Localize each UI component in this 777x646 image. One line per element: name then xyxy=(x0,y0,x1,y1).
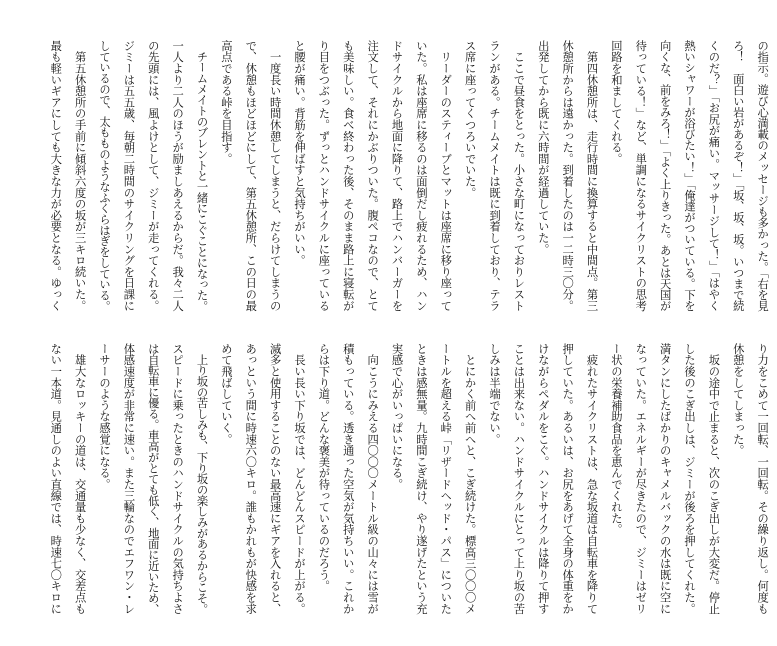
text-line: は自転車に優る。車高がとても低く、地面に近いため、 xyxy=(146,343,160,615)
text-line: ない一本道。見通しのよい直線では、時速七〇キロに xyxy=(49,343,63,615)
text-line: けながらペダルをこぐ。ハンドサイクルは降りて押す xyxy=(536,343,550,615)
text-line: 満タンにしたばかりのキャメルバックの水は既に空に xyxy=(658,343,672,615)
text-line: 滅多と使用することのない最高速にギアを入れると、 xyxy=(268,343,282,615)
text-line: 回路を和ましてくれる。 xyxy=(609,40,623,165)
text-line: の指示。遊び心満載のメッセージも多かった。「右を見 xyxy=(756,40,770,312)
text-line: 熱いシャワーが浴びたい！」「俺達がついている。下を xyxy=(683,40,697,312)
text-line: 坂の途中で止まると、次のこぎ出しが大変だ。停止 xyxy=(707,343,721,615)
text-line: 最も軽いギアにしても大きな力が必要となる。ゆっく xyxy=(49,40,63,312)
text-line: ことは出来ない。ハンドサイクルにとって上り坂の苦 xyxy=(512,343,526,615)
text-line: リーダーのスティーブとマットは座席に移り座って xyxy=(439,40,453,312)
text-line: ランがある。チームメイトは既に到着しており、テラ xyxy=(488,40,502,312)
text-line: 雄大なロッキーの道は、交通量も少なく、交差点も xyxy=(73,343,87,615)
text-line: ときは感無量。九時間こぎ続け、やり遂げたという充 xyxy=(414,343,428,615)
text-line: 出発してから既に六時間が経過していた。 xyxy=(536,40,550,255)
text-line: なっていた。エネルギーが尽きたので、ジミーはゼリ xyxy=(634,343,648,615)
text-line: 実感で心がいっぱいになる。 xyxy=(390,343,404,490)
text-line: 待っている！」など、単調になるサイクリストの思考 xyxy=(634,40,648,312)
text-line: り目をつぶった。ずっとハンドサイクルに座っている xyxy=(317,40,331,312)
text-line: めて飛ばしていく。 xyxy=(219,343,233,445)
text-line: 体感速度が非常に速い。また三輪なのでエフワン・レ xyxy=(122,343,136,615)
text-line: ろ！ 面白い岩があるぞ！」「坂、坂、坂。いつまで続 xyxy=(731,40,745,312)
text-line: 高点である峠を目指す。 xyxy=(219,40,233,165)
text-line: 上り坂の苦しみも、下り坂の楽しみがあるからこそ。 xyxy=(195,343,209,615)
text-line: らは下り道。どんな褒美が待っているのだろう。 xyxy=(317,343,331,592)
text-line: ジミーは五五歳、毎朝二時間のサイクリングを日課に xyxy=(122,40,136,312)
text-line: と腰が痛い。背筋を伸ばすと気持ちがいい。 xyxy=(293,40,307,266)
text-line: ーサーのような感覚になる。 xyxy=(98,343,112,490)
text-line: 注文して、それにかぶりついた。腹ペコなので、とて xyxy=(366,40,380,312)
text-line: 第四休憩所は、走行時間に換算すると中間点。第三 xyxy=(585,40,599,312)
text-line: 疲れたサイクリストは、急な坂道は自転車を降りて xyxy=(585,343,599,615)
text-line: しみは半端でない。 xyxy=(488,343,502,445)
text-line: いた。私は座席に移るのは面倒だし疲れるため、ハン xyxy=(414,40,428,312)
text-line: ートルを超える峠「リザードヘッド・パス」についた xyxy=(439,343,453,615)
text-line: 長い長い下り坂では、どんどんスピードが上がる。 xyxy=(293,343,307,615)
text-line: 向くな、前をみろ！」「よく上りきった。あとは天国が xyxy=(658,40,672,312)
text-line: 休憩所からは遠かった。到着したのは一二時三〇分。 xyxy=(561,40,575,312)
text-line: チームメイトのブレントと一緒にこぐことになった。 xyxy=(195,40,209,312)
text-line: 積もっている。透き通った空気が気持ちいい。これか xyxy=(341,343,355,615)
text-line: ー状の栄養補助食品を恵んでくれた。 xyxy=(609,343,623,536)
text-line: スピードに乗ったときのハンドサイクルの気持ちよさ xyxy=(171,343,185,615)
text-line: 休憩をしてしまった。 xyxy=(731,343,745,456)
text-line: の先頭には、風よけとして、ジミーが走ってくれる。 xyxy=(146,40,160,312)
text-line: ここで昼食をとった。小さな町になっておりレスト xyxy=(512,40,526,312)
text-line: あっという間に時速六〇キロ。誰もかれもが快感を求 xyxy=(244,343,258,615)
lower-text-block xyxy=(43,343,774,619)
text-line: しているので、太もものようなふくらはぎをしている。 xyxy=(98,40,112,312)
text-line: くのだ？」「お尻が痛い。マッサージして！」「はやく xyxy=(707,40,721,312)
text-line: とにかく前へ前へと、こぎ続けた。標高三〇〇〇メ xyxy=(463,343,477,615)
upper-text-block xyxy=(43,40,774,316)
text-line: 押していた。あるいは、お尻をあげて全身の体重をか xyxy=(561,343,575,615)
text-line: 第五休憩所の手前に傾斜六度の坂が三キロ続いた。 xyxy=(73,40,87,312)
text-line: 一人より二人のほうが励ましあえるからだ。我々二人 xyxy=(171,40,185,312)
text-line: ス席に座ってくつろいでいた。 xyxy=(463,40,477,199)
text-line: した後のこぎ出しは、ジミーが後ろを押してくれた。 xyxy=(683,343,697,615)
text-line: 向こうにみえる四〇〇〇メートル級の山々には雪が xyxy=(366,343,380,615)
text-line: ドサイクルから地面に降りて、路上でハンバーガーを xyxy=(390,40,404,312)
text-line: も美味しい。食べ終わった後、そのまま路上に寝転が xyxy=(341,40,355,312)
text-line: で、休憩もほどほどにして、第五休憩所、この日の最 xyxy=(244,40,258,312)
text-line: 一度長い時間休憩してしまうと、だらけてしまうの xyxy=(268,40,282,312)
text-line: り力をこめて一回転、一回転。その繰り返し。何度も xyxy=(756,343,770,615)
